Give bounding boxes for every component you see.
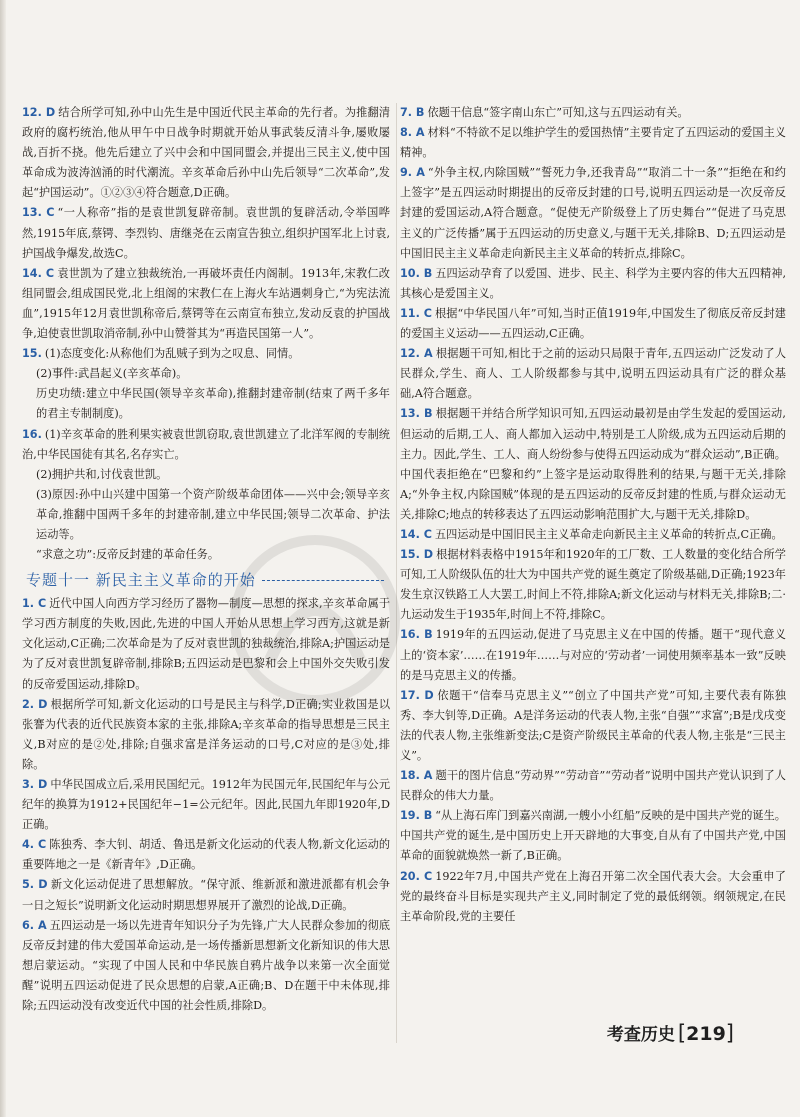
answer-number: 7. B	[400, 106, 425, 119]
answer-item	[22, 344, 390, 364]
answer-item	[22, 364, 390, 384]
answer-item	[400, 625, 786, 685]
section-title-text: 专题十一 新民主主义革命的开始	[26, 571, 256, 590]
answer-number: 13. B	[400, 407, 433, 421]
answer-text: 根据“中华民国八年”可知,当时正值1919年,中国发生了彻底反帝反封建的爱国主义运动——五四运动,C正确。	[400, 306, 786, 341]
answer-text: 五四运动是一场以先进青年知识分子为先锋,广大人民群众参加的彻底反帝反封建的伟大爱国革命运动,是一场传播新思想新文化新知识的伟大思想启蒙运动。“实现了中国人民和中华民族自鸦片战争以来第一次全面觉醒”说明五四运动促进了民众思想的启蒙,A正确;B、D在题干中未体现,排除;五四运动没有改变近代中国的社会性质,排除D。	[22, 918, 390, 1013]
answer-item	[400, 404, 786, 525]
answer-text: 1922年7月,中国共产党在上海召开第二次全国代表大会。大会重申了党的最终奋斗目标是实现共产主义,同时制定了党的最低纲领。纲领规定,在民主革命阶段,党的主要任	[400, 869, 786, 923]
answer-number: 16. B	[400, 628, 433, 642]
answer-item	[400, 806, 786, 866]
answer-list-right	[400, 103, 786, 927]
answer-item	[400, 344, 786, 404]
answer-item	[400, 304, 786, 344]
answer-text: “一人称帝”指的是袁世凯复辟帝制。袁世凯的复辟活动,令举国哗然,1915年底,蔡锷、李烈钧、唐继尧在云南宣告独立,组织护国军北上讨袁,护国战争爆发,故选C。	[22, 206, 390, 260]
answer-text: 依题干信息“签字南山东亡”可知,这与五四运动有关。	[427, 106, 689, 119]
book-spine-shadow	[0, 0, 6, 1117]
answer-text: 中华民国成立后,采用民国纪元。1912年为民国元年,民国纪年与公元纪年的换算为1912+民国纪年−1=公元纪年。因此,民国九年即1920年,D正确。	[22, 778, 390, 832]
answer-number: 13. C	[22, 206, 55, 220]
answer-text: (3)原因:孙中山兴建中国第一个资产阶级革命团体——兴中会;领导辛亥革命,推翻中国两千多年的封建帝制,建立中华民国;领导二次革命、护法运动等。	[36, 487, 390, 541]
answer-text: 五四运动孕育了以爱国、进步、民主、科学为主要内容的伟大五四精神,其核心是爱国主义。	[400, 266, 786, 300]
answer-number: 11. C	[400, 306, 432, 320]
answer-text: (1)态度变化:从称他们为乱贼子到为之叹息、同情。	[44, 347, 300, 361]
answer-item	[22, 545, 390, 565]
answer-item	[400, 163, 786, 263]
answer-number: 12. D	[22, 106, 56, 119]
answer-number: 8. A	[400, 126, 425, 140]
page-number-value: 219	[686, 1022, 726, 1045]
answer-item	[22, 465, 390, 485]
right-column	[400, 103, 786, 1047]
answer-number: 14. C	[400, 527, 432, 541]
answer-number: 15. D	[400, 548, 434, 562]
answer-number: 1. C	[22, 597, 47, 611]
answer-text: 新文化运动促进了思想解放。“保守派、维新派和激进派都有机会争一日之短长”说明新文化运动时期思想界展开了激烈的论战,D正确。	[22, 878, 390, 912]
answer-item	[400, 103, 786, 123]
answer-item	[400, 766, 786, 806]
answer-number: 17. D	[400, 688, 434, 702]
section-title-rule	[262, 580, 384, 581]
answer-text: 陈独秀、李大钊、胡适、鲁迅是新文化运动的代表人物,新文化运动的重要阵地之一是《新青年》,D正确。	[22, 838, 390, 872]
answer-item	[22, 384, 390, 424]
answer-text: 材料“不特欲不足以维护学生的爱国热情”主要肯定了五四运动的爱国主义精神。	[400, 126, 786, 160]
answer-text: 历史功绩:建立中华民国(领导辛亥革命),推翻封建帝制(结束了两千多年的君主专制制度)。	[36, 387, 390, 421]
answer-text: (2)事件:武昌起义(辛亥革命)。	[36, 367, 188, 381]
answer-text: 依题干“信奉马克思主义”“创立了中国共产党”可知,主要代表有陈独秀、李大钊等,D正确。A是洋务运动的代表人物,主张“自强”“求富”;B是戊戌变法的代表人物,主张维新变法;C是资产阶级民主革命的代表人物,主张是“三民主义”。	[400, 688, 786, 762]
answer-number: 18. A	[400, 769, 433, 783]
answer-text: 根据题干可知,相比于之前的运动只局限于青年,五四运动广泛发动了人民群众,学生、商人、工人阶级都参与其中,说明五四运动具有广泛的群众基础,A符合题意。	[400, 347, 786, 401]
answer-number: 19. B	[400, 809, 433, 823]
answer-item	[22, 695, 390, 775]
answer-text: 根据题干并结合所学知识可知,五四运动最初是由学生发起的爱国运动,但运动的后期,工人、商人都加入运动中,特别是工人阶级,成为五四运动后期的主力。因此,学生、工人、商人纷纷参与使得五四运动成为“群众运动”,B正确。中国代表拒绝在“巴黎和约”上签字是运动取得胜利的结果,与题干无关,排除A;“外争主权,内除国贼”体现的是五四运动的反帝反封建的性质,与群众运动无关,排除C;地点的转移表达了五四运动影响范围扩大,与题干无关,排除D。	[400, 407, 786, 521]
answer-text: 题干的图片信息“劳动界”“劳动音”“劳动者”说明中国共产党认识到了人民群众的伟大力量。	[400, 769, 786, 803]
answer-text: 1919年的五四运动,促进了马克思主义在中国的传播。题干“现代意义上的‘资本家’……在1919年……与对应的‘劳动者’一词使用频率基本一致”反映的是马克思主义的传播。	[400, 628, 786, 682]
answer-number: 9. A	[400, 166, 425, 180]
answer-number: 6. A	[22, 918, 47, 932]
answer-text: 结合所学可知,孙中山先生是中国近代民主革命的先行者。为推翻清政府的腐朽统治,他从甲午中日战争时期就开始从事武装反清斗争,屡败屡战,百折不挠。他先后建立了兴中会和中国同盟会,并提出三民主义,使中国革命成为波涛汹涌的时代潮流。辛亥革命后孙中山先后领导“二次革命”,发起“护国运动”。①②③④符合题意,D正确。	[22, 106, 390, 200]
answer-list-section	[22, 594, 390, 1016]
page-footer	[607, 1020, 734, 1045]
answer-number: 4. C	[22, 838, 47, 852]
answer-text: (1)辛亥革命的胜利果实被袁世凯窃取,袁世凯建立了北洋军阀的专制统治,中华民国徒有其名,名存实亡。	[22, 427, 390, 461]
answer-item	[22, 103, 390, 203]
answer-number: 15.	[22, 347, 42, 361]
answer-text: “求意之功”:反帝反封建的革命任务。	[36, 548, 220, 562]
left-column	[22, 103, 390, 1047]
section-title	[26, 567, 390, 593]
answer-item	[400, 264, 786, 304]
answer-number: 20. C	[400, 869, 433, 883]
answer-item	[22, 425, 390, 465]
answer-item	[400, 123, 786, 163]
answer-item	[22, 594, 390, 694]
answer-text: 五四运动是中国旧民主主义革命走向新民主主义革命的转折点,C正确。	[434, 527, 783, 541]
answer-number: 16.	[22, 427, 42, 441]
answer-item	[400, 525, 786, 545]
answer-number: 3. D	[22, 778, 48, 791]
answer-list-top	[22, 103, 390, 565]
answer-text: 根据所学可知,新文化运动的口号是民主与科学,D正确;实业救国是以张謇为代表的近代民族资本家的主张,排除A;辛亥革命的指导思想是三民主义,B对应的是②处,排除;自强求富是洋务运动的口号,C对应的是③处,排除。	[22, 697, 390, 771]
answer-text: 袁世凯为了建立独裁统治,一再破坏责任内阁制。1913年,宋教仁改组同盟会,组成国民党,北上组阁的宋教仁在上海火车站遇刺身亡,“为宪法流血”,1915年12月袁世凯称帝后,蔡锷等在云南宣布独立,发动反袁的护国战争,迫使袁世凯取消帝制,孙中山赞誉其为“再造民国第一人”。	[22, 266, 390, 341]
answer-item	[22, 485, 390, 545]
footer-label: 考查历史	[606, 1025, 675, 1045]
answer-text: (2)拥护共和,讨伐袁世凯。	[36, 467, 168, 481]
answer-text: “从上海石库门到嘉兴南湖,一艘小小红船”反映的是中国共产党的诞生。中国共产党的诞生,是中国历史上开天辟地的大事变,自从有了中国共产党,中国革命的面貌就焕然一新了,B正确。	[400, 809, 786, 863]
page-number: [219]	[677, 1020, 734, 1045]
answer-text: “外争主权,内除国贼”“誓死力争,还我青岛”“取消二十一条”“拒绝在和约上签字”是五四运动时期提出的反帝反封建的口号,说明五四运动是一次反帝反封建的爱国运动,A符合题意。“促使无产阶级登上了历史舞台”“促进了马克思主义的广泛传播”属于五四运动的历史意义,与题干无关,排除B、D;五四运动是中国旧民主主义革命走向新民主主义革命的转折点,排除C。	[400, 166, 786, 260]
answer-item	[22, 875, 390, 915]
answer-number: 2. D	[22, 697, 48, 711]
answer-item	[22, 775, 390, 835]
answer-text: 根据材料表格中1915年和1920年的工厂数、工人数量的变化结合所学可知,工人阶级队伍的壮大为中国共产党的诞生奠定了阶级基础,D正确;1923年发生京汉铁路工人大罢工,时间上不符,排除A;新文化运动与材料无关,排除B;二·九运动发生于1935年,时间上不符,排除C。	[400, 548, 786, 622]
answer-number: 12. A	[400, 347, 433, 361]
answer-number: 14. C	[22, 266, 55, 280]
answer-text: 近代中国人向西方学习经历了器物—制度—思想的探求,辛亥革命属于学习西方制度的失败,因此,先进的中国人开始从思想上学习西方,这就是新文化运动,C正确;二次革命是为了反对袁世凯的独裁统治,排除A;护国运动是为了反对袁世凯复辟帝制,排除B;五四运动是巴黎和会上中国外交失败引发的反帝爱国运动,排除D。	[22, 597, 390, 691]
answer-number: 5. D	[22, 878, 48, 892]
answer-item	[22, 916, 390, 1016]
answer-item	[400, 686, 786, 766]
answer-item	[400, 545, 786, 625]
answer-item	[22, 203, 390, 263]
answer-item	[400, 867, 786, 927]
answer-item	[22, 835, 390, 875]
answer-number: 10. B	[400, 266, 433, 280]
answer-item	[22, 264, 390, 344]
